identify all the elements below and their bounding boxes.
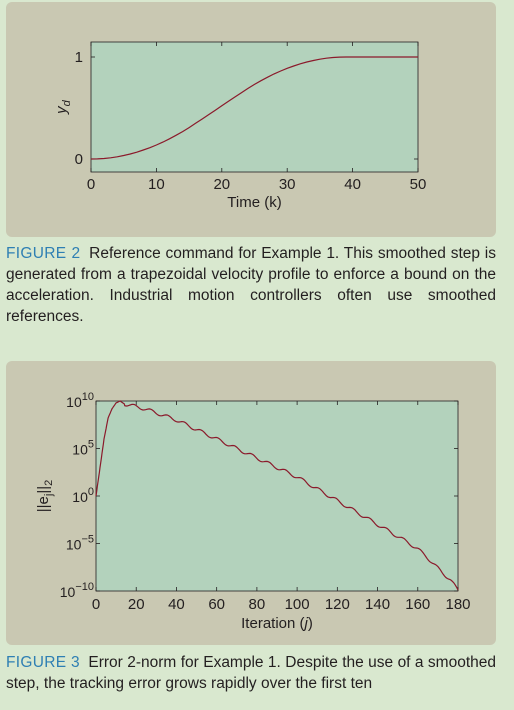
figure-2-caption-text: Reference command for Example 1. This smoothed step is generated from a trapezoidal velocity profile to enforce a bound on the acceleration. Industrial motion controllers often use smoothed references. — [6, 245, 496, 325]
x-tick-label: 0 — [91, 596, 101, 613]
x-tick-label: 40 — [344, 176, 361, 193]
x-tick-label: 20 — [213, 176, 231, 193]
x-tick-label: 80 — [248, 596, 266, 613]
x-tick-label: 160 — [405, 596, 431, 613]
x-tick-label: 60 — [208, 596, 226, 613]
y-tick-label: $10^{10}$ — [66, 391, 94, 410]
figure-3-label: FIGURE 3 — [6, 654, 80, 671]
x-tick-label: 30 — [278, 176, 296, 193]
x-tick-label: 50 — [409, 176, 427, 193]
x-tick-label: 100 — [284, 596, 310, 613]
plot-area — [91, 42, 418, 172]
x-tick-label: 20 — [127, 596, 145, 613]
error-norm-chart — [6, 361, 496, 645]
y-tick-label: $10^5$ — [72, 438, 94, 458]
figure-2-caption — [6, 243, 496, 327]
figure-3-panel — [6, 361, 496, 645]
x-tick-label: 140 — [365, 596, 391, 613]
y-tick-label: 1 — [74, 49, 83, 66]
figure-2-panel — [6, 2, 496, 237]
x-tick-label: 40 — [168, 596, 185, 613]
y-tick-label: $10^0$ — [72, 486, 94, 505]
x-axis-label: Time (k) — [227, 194, 282, 211]
y-axis-label: $y_d$ — [53, 100, 73, 114]
figure-2-label: FIGURE 2 — [6, 245, 81, 262]
x-tick-label: 0 — [86, 176, 96, 193]
y-tick-label: 0 — [74, 151, 83, 168]
x-tick-label: 180 — [445, 596, 471, 613]
figure-3-caption — [6, 652, 496, 694]
x-tick-label: 10 — [148, 176, 165, 193]
x-tick-label: 120 — [324, 596, 350, 613]
x-axis-label: Iteration (j) — [241, 615, 313, 632]
y-axis-label: $||e_j||_2$ — [35, 479, 55, 513]
reference-command-chart — [6, 2, 496, 237]
figure-3-caption-text: Error 2-norm for Example 1. Despite the use of a smoothed step, the tracking error grows rapidly over the first ten — [6, 654, 496, 692]
y-tick-label: $10^{-10}$ — [59, 581, 94, 600]
y-tick-label: $10^{-5}$ — [65, 533, 94, 553]
plot-area — [96, 401, 458, 591]
